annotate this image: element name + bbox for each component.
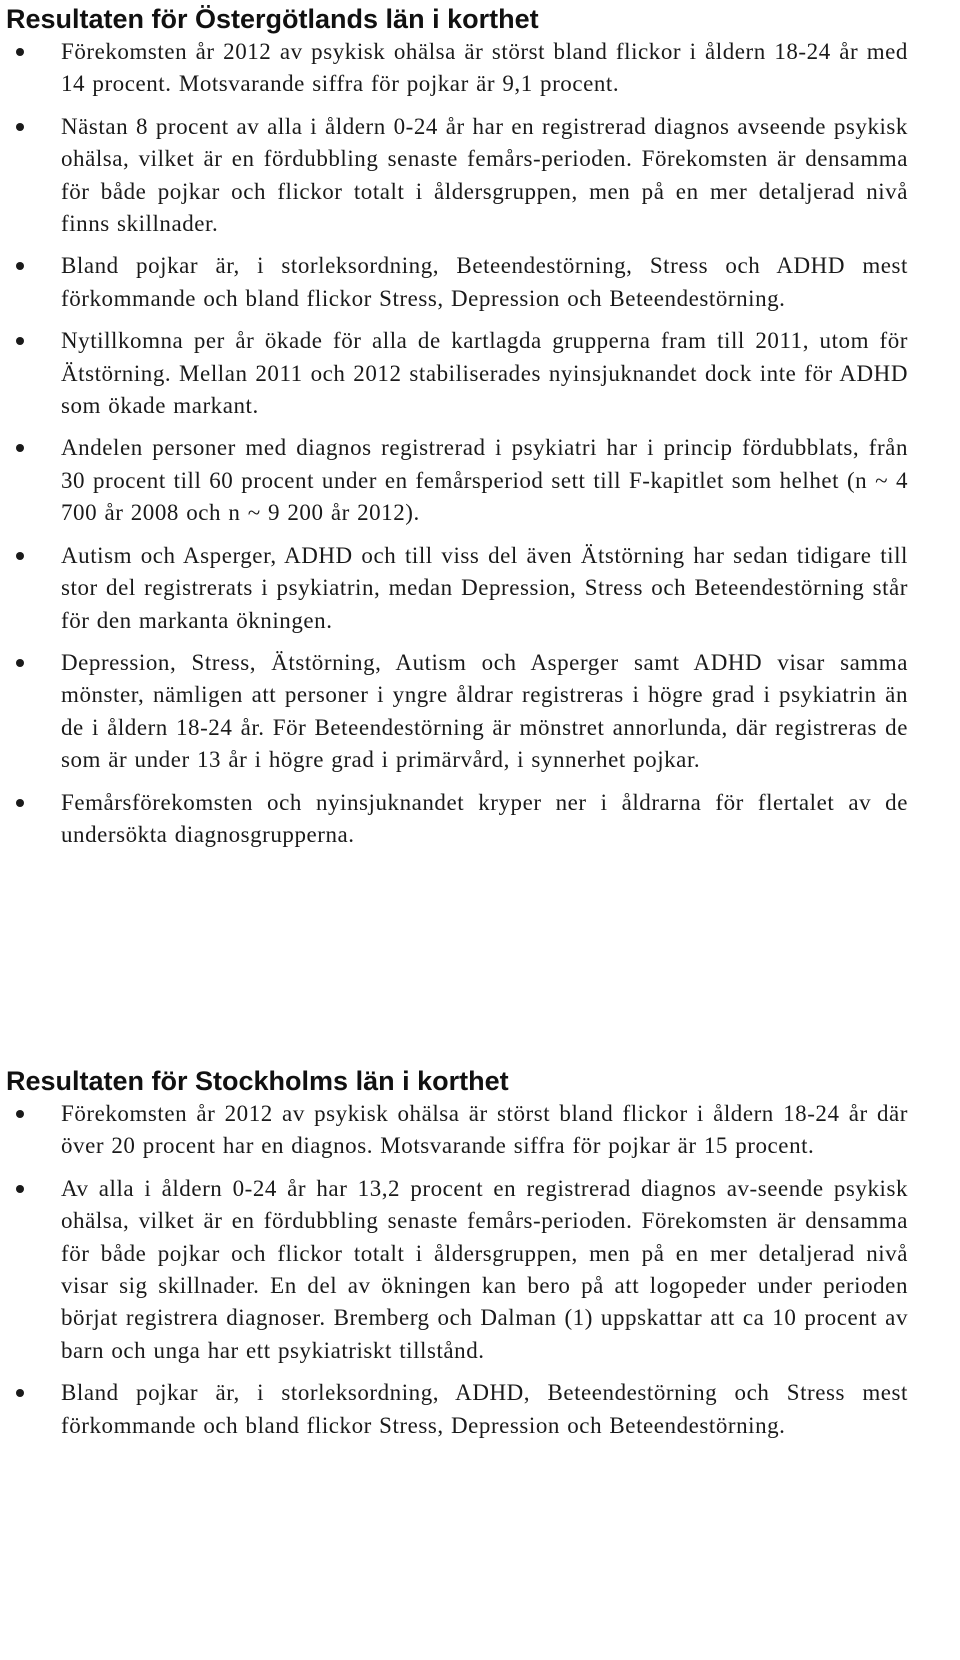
list-item-text: Bland pojkar är, i storleksordning, ADHD, Beteendestörning och Stress mest förkommande och bland flickor Stress, Depression och Beteendestörning. — [61, 1380, 908, 1438]
section-heading: Resultaten för Östergötlands län i korthet — [6, 4, 539, 34]
list-item — [0, 540, 960, 637]
list-item — [0, 432, 960, 529]
bullet-icon — [16, 48, 24, 56]
list-item-text: Förekomsten år 2012 av psykisk ohälsa är störst bland flickor i åldern 18-24 år där över 20 procent har en diagnos. Motsvarande siffra för pojkar är 15 procent. — [61, 1101, 908, 1159]
bullet-icon — [16, 799, 24, 807]
bullet-icon — [16, 1185, 24, 1193]
bullet-icon — [16, 1110, 24, 1118]
list-item — [0, 325, 960, 422]
list-item-text: Nästan 8 procent av alla i åldern 0-24 år har en registrerad diagnos avseende psykisk ohälsa, vilket är en fördubbling senaste femårs-perioden. Förekomsten är densamma för både pojkar och flickor totalt i åldersgruppen, men på en mer detaljerad nivå finns skillnader. — [61, 113, 908, 237]
list-item-text: Förekomsten år 2012 av psykisk ohälsa är störst bland flickor i åldern 18-24 år med 14 procent. Motsvarande siffra för pojkar är 9,1 procent. — [61, 39, 908, 97]
section-heading: Resultaten för Stockholms län i korthet — [6, 1066, 509, 1096]
list-item-text: Av alla i åldern 0-24 år har 13,2 procent en registrerad diagnos av-seende psykisk ohälsa, vilket är en fördubbling senaste femårs-perioden. Förekomsten är densamma för både pojkar och flickor totalt i åldersgruppen, men på en mer detaljerad nivå visar sig skillnader. En del av ökningen kan bero på att logopeder under perioden börjat registrera diagnoser. Bremberg och Dalman (1) uppskattar att ca 10 procent av barn och unga har ett psykiatriskt tillstånd. — [61, 1175, 908, 1363]
list-item — [0, 1173, 960, 1367]
bullet-list — [0, 36, 960, 851]
list-item-text: Andelen personer med diagnos registrerad i psykiatri har i princip fördubblats, från 30 procent till 60 procent under en femårsperiod sett till F-kapitlet som helhet (n ~ 4 700 år 2008 och n ~ 9 200 år 2012). — [61, 435, 908, 526]
list-item-text: Bland pojkar är, i storleksordning, Beteendestörning, Stress och ADHD mest förkommande och bland flickor Stress, Depression och Beteendestörning. — [61, 253, 908, 311]
list-item-text: Nytillkomna per år ökade för alla de kartlagda grupperna fram till 2011, utom för Ätstörning. Mellan 2011 och 2012 stabiliserades nyinsjuknandet dock inte för ADHD som ökade markant. — [61, 328, 908, 419]
bullet-icon — [16, 444, 24, 452]
section-stockholm — [0, 1064, 960, 1442]
bullet-icon — [16, 262, 24, 270]
list-item — [0, 1377, 960, 1442]
list-item-text: Femårsförekomsten och nyinsjuknandet kryper ner i åldrarna för flertalet av de undersökta diagnosgrupperna. — [61, 789, 908, 847]
list-item — [0, 111, 960, 241]
bullet-list — [0, 1098, 960, 1442]
list-item — [0, 1098, 960, 1163]
list-item — [0, 36, 960, 101]
list-item — [0, 787, 960, 852]
section-ostergotland — [0, 2, 960, 851]
bullet-icon — [16, 659, 24, 667]
list-item-text: Depression, Stress, Ätstörning, Autism och Asperger samt ADHD visar samma mönster, nämligen att personer i yngre åldrar registreras i högre grad i psykiatrin än de i åldern 18-24 år. För Beteendestörning är mönstret annorlunda, där registreras de som är under 13 år i högre grad i primärvård, i synnerhet pojkar. — [61, 649, 908, 773]
bullet-icon — [16, 337, 24, 345]
bullet-icon — [16, 1389, 24, 1397]
bullet-icon — [16, 123, 24, 131]
list-item — [0, 647, 960, 777]
list-item-text: Autism och Asperger, ADHD och till viss del även Ätstörning har sedan tidigare till stor del registrerats i psykiatrin, medan Depression, Stress och Beteendestörning står för den markanta ökningen. — [61, 542, 908, 633]
bullet-icon — [16, 552, 24, 560]
list-item — [0, 250, 960, 315]
